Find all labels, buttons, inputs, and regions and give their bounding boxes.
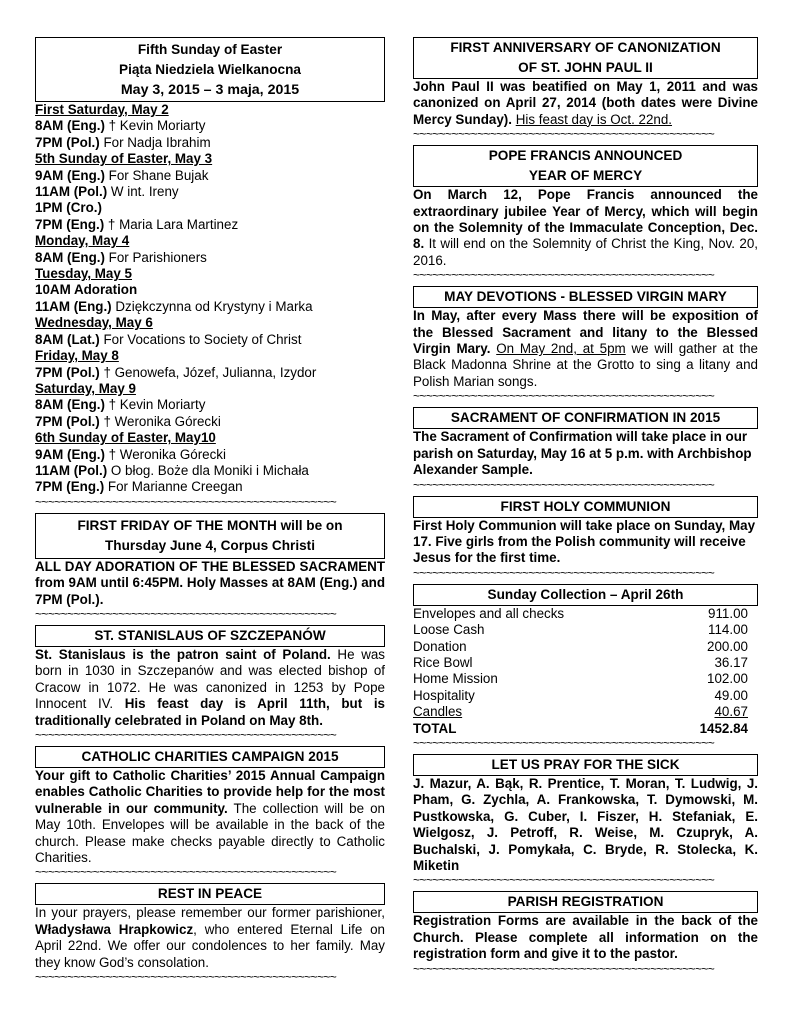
schedule-day-heading: First Saturday, May 2: [35, 102, 169, 117]
collection-label: Rice Bowl: [413, 654, 473, 670]
mass-time: 10AM Adoration: [35, 282, 138, 298]
mass-time: 7PM (Eng.): [35, 479, 105, 495]
first-friday-title-bold: FIRST FRIDAY OF THE MONTH: [77, 517, 277, 533]
collection-row: [413, 688, 758, 704]
collection-row: [413, 671, 758, 687]
mass-time: 7PM (Pol.): [35, 364, 100, 380]
mass-time: 11AM (Pol.): [35, 184, 108, 200]
devotions-body: In May, after every Mass there will be exposition of the Blessed Sacrament and litany to the Blessed Virgin Mary. On May 2nd, at 5pm we will gather at the Black Madonna Shrine at the Grotto to sing a litany and Polish Marian songs.: [413, 308, 758, 389]
divider: ~~~~~~~~~~~~~~~~~~~~~~~~~~~~~~~~~~~~~~~~~~~~~~~: [413, 566, 715, 579]
mass-time: 1PM (Cro.): [35, 200, 102, 216]
mass-time: 8AM (Eng.): [35, 397, 105, 413]
charities-body: Your gift to Catholic Charities’ 2015 Annual Campaign enables Catholic Charities to provide help for the most vulnerable in our community. The collection will be on May 10th. Envelopes will be available in the back of the church. Please make checks payable directly to Catholic Charities.: [35, 768, 385, 866]
mass-time: 9AM (Eng.): [35, 446, 105, 462]
mass-intention: † Weronika Górecki: [104, 446, 226, 462]
collection-label: Candles: [413, 704, 463, 720]
collection-total-amount: 1452.84: [699, 720, 748, 736]
collection-label: Hospitality: [413, 687, 475, 703]
divider: ~~~~~~~~~~~~~~~~~~~~~~~~~~~~~~~~~~~~~~~~~~~~~~~: [413, 128, 715, 141]
first-friday-title-rest: will be on: [276, 517, 343, 533]
first-friday-title-date: Thursday June 4, Corpus Christi: [105, 537, 315, 553]
sick-title: LET US PRAY FOR THE SICK: [413, 754, 758, 776]
collection-amount: 911.00: [708, 605, 748, 621]
schedule-mass-line: [35, 463, 385, 479]
schedule-mass-line: [35, 200, 385, 216]
mass-intention: † Kevin Moriarty: [104, 118, 206, 134]
mass-intention: † Genowefa, Józef, Julianna, Izydor: [99, 364, 317, 380]
collection-label: Envelopes and all checks: [413, 605, 565, 621]
mass-time: 7PM (Eng.): [35, 216, 105, 232]
confirmation-title: SACRAMENT OF CONFIRMATION IN 2015: [413, 407, 758, 429]
schedule-mass-line: [35, 184, 385, 200]
collection-amount: 200.00: [707, 638, 748, 654]
collection-amount: 36.17: [714, 654, 748, 670]
sick-list: J. Mazur, A. Bąk, R. Prentice, T. Moran, T. Ludwig, J. Pham, G. Zychla, A. Frankowska, T. Dymowski, M. Pustkowska, G. Cuber, I. Fiszer, H. Stefaniak, E. Wielgosz, J. Petroff, R. Weise, M. Czupryk, A. Buchalski, J. Pomykała, C. Bryde, R. Stolecka, K. Miketin: [413, 775, 758, 873]
collection-total-label: TOTAL: [413, 720, 457, 736]
mass-intention: † Weronika Górecki: [99, 413, 221, 429]
mass-intention: For Marianne Creegan: [104, 479, 243, 495]
mass-time: 8AM (Lat.): [35, 331, 100, 347]
schedule-mass-line: [35, 447, 385, 463]
devotions-title: MAY DEVOTIONS - BLESSED VIRGIN MARY: [413, 286, 758, 308]
mass-intention: For Nadja Ibrahim: [99, 134, 211, 150]
mass-intention: For Shane Bujak: [104, 167, 209, 183]
divider: ~~~~~~~~~~~~~~~~~~~~~~~~~~~~~~~~~~~~~~~~~~~~~~~: [35, 729, 337, 741]
first-friday-title: [35, 513, 385, 559]
divider: ~~~~~~~~~~~~~~~~~~~~~~~~~~~~~~~~~~~~~~~~~~~~~~~: [413, 478, 715, 491]
collection-label: Donation: [413, 638, 467, 654]
communion-title: FIRST HOLY COMMUNION: [413, 496, 758, 518]
collection-amount: 49.00: [714, 687, 748, 703]
schedule-mass-line: [35, 282, 385, 298]
divider: ~~~~~~~~~~~~~~~~~~~~~~~~~~~~~~~~~~~~~~~~~~~~~~~: [413, 962, 715, 975]
collection-total-row: [413, 721, 758, 737]
divider: ~~~~~~~~~~~~~~~~~~~~~~~~~~~~~~~~~~~~~~~~~~~~~~~: [413, 269, 715, 282]
schedule-day-heading: Wednesday, May 6: [35, 315, 153, 331]
mass-intention: † Maria Lara Martinez: [104, 216, 239, 232]
schedule-mass-line: [35, 135, 385, 151]
mass-intention: For Parishioners: [104, 249, 207, 265]
divider: ~~~~~~~~~~~~~~~~~~~~~~~~~~~~~~~~~~~~~~~~~~~~~~~: [35, 495, 337, 508]
header-date: May 3, 2015 – 3 maja, 2015: [120, 82, 300, 98]
collection-label: Home Mission: [413, 671, 498, 687]
schedule-mass-line: [35, 397, 385, 413]
mercy-body: On March 12, Pope Francis announced the extraordinary jubilee Year of Mercy, which will begin on the Solemnity of the Immaculate Conception, Dec. 8. It will end on the Solemnity of Christ the King, Nov. 20, 2016.: [413, 187, 758, 268]
mass-time: 11AM (Eng.): [35, 298, 112, 314]
right-column: [413, 37, 758, 975]
mass-time: 8AM (Eng.): [35, 118, 105, 134]
mass-intention: † Kevin Moriarty: [104, 397, 206, 413]
registration-body: Registration Forms are available in the back of the Church. Please complete all information on the registration form and give it to the pastor.: [413, 913, 758, 962]
collection-row: [413, 606, 758, 622]
canonization-body: John Paul II was beatified on May 1, 2011 and was canonized on April 27, 2014 (both dates were Divine Mercy Sunday). His feast day is Oct. 22nd.: [413, 79, 758, 127]
mercy-title-line2: YEAR OF MERCY: [528, 168, 643, 184]
registration-title: PARISH REGISTRATION: [413, 891, 758, 913]
header-title-polish: Piąta Niedziela Wielkanocna: [119, 62, 301, 77]
divider: ~~~~~~~~~~~~~~~~~~~~~~~~~~~~~~~~~~~~~~~~~~~~~~~: [35, 866, 337, 879]
schedule-mass-line: [35, 168, 385, 184]
schedule-mass-line: [35, 332, 385, 348]
confirmation-body: The Sacrament of Confirmation will take place in our parish on Saturday, May 16 at 5 p.m. with Archbishop Alexander Sample.: [413, 429, 752, 478]
collection-row: [413, 655, 758, 671]
divider: ~~~~~~~~~~~~~~~~~~~~~~~~~~~~~~~~~~~~~~~~~~~~~~~: [35, 607, 337, 620]
canonization-title-line1: FIRST ANNIVERSARY OF CANONIZATION: [450, 40, 721, 55]
schedule-mass-line: [35, 479, 385, 495]
mass-time: 9AM (Eng.): [35, 167, 105, 183]
stanislaus-body: St. Stanislaus is the patron saint of Poland. He was born in 1030 in Szczepanów and was elected bishop of Cracow in 1072. He was canonized in 1253 by Pope Innocent IV. His feast day is April 11th, but is traditionally celebrated in Poland on May 8th.: [35, 646, 386, 728]
schedule-mass-line: [35, 250, 385, 266]
rest-in-peace-title: REST IN PEACE: [35, 883, 385, 905]
rest-in-peace-body: In your prayers, please remember our former parishioner, Władysława Hrapkowicz, who entered Eternal Life on April 22nd. We offer our condolences to her family. May they know God’s consolation.: [35, 905, 385, 970]
mass-intention: For Vocations to Society of Christ: [99, 331, 302, 347]
collection-amount: 114.00: [708, 622, 748, 638]
mass-intention: Dziękczynna od Krystyny i Marka: [111, 298, 313, 314]
schedule-day-heading: Saturday, May 9: [35, 380, 136, 396]
mass-schedule-header: [35, 37, 385, 102]
left-column: [35, 37, 385, 983]
divider: ~~~~~~~~~~~~~~~~~~~~~~~~~~~~~~~~~~~~~~~~~~~~~~~: [413, 874, 715, 887]
mercy-title: [413, 145, 758, 187]
mass-time: 7PM (Pol.): [35, 134, 100, 150]
schedule-day-heading: Friday, May 8: [35, 348, 119, 364]
divider: ~~~~~~~~~~~~~~~~~~~~~~~~~~~~~~~~~~~~~~~~~~~~~~~: [413, 736, 715, 749]
schedule-mass-line: [35, 217, 385, 233]
stanislaus-title: ST. STANISLAUS OF SZCZEPANÓW: [35, 625, 385, 647]
mass-time: 8AM (Eng.): [35, 249, 105, 265]
collection-row: [413, 704, 758, 720]
schedule-mass-line: [35, 299, 385, 315]
collection-label: Loose Cash: [413, 622, 485, 638]
collection-row: [413, 622, 758, 638]
mercy-title-line1: POPE FRANCIS ANNOUNCED: [488, 148, 683, 164]
charities-title: CATHOLIC CHARITIES CAMPAIGN 2015: [35, 746, 385, 768]
divider: ~~~~~~~~~~~~~~~~~~~~~~~~~~~~~~~~~~~~~~~~~~~~~~~: [35, 971, 337, 984]
schedule-mass-line: [35, 414, 385, 430]
canonization-title-line2: OF ST. JOHN PAUL II: [518, 60, 653, 75]
mass-schedule: [35, 102, 385, 496]
collection-amount: 102.00: [707, 671, 748, 687]
divider: ~~~~~~~~~~~~~~~~~~~~~~~~~~~~~~~~~~~~~~~~~~~~~~~: [413, 390, 715, 403]
schedule-mass-line: [35, 365, 385, 381]
collection-table: [413, 606, 758, 737]
collection-amount: 40.67: [714, 704, 748, 720]
mass-intention: W int. Ireny: [107, 184, 179, 200]
mass-time: 7PM (Pol.): [35, 413, 100, 429]
header-title-english: Fifth Sunday of Easter: [137, 42, 283, 57]
schedule-day-heading: 5th Sunday of Easter, May 3: [35, 151, 213, 167]
first-friday-body: ALL DAY ADORATION OF THE BLESSED SACRAMENT from 9AM until 6:45PM. Holy Masses at 8AM (Eng.) and 7PM (Pol.).: [35, 558, 385, 607]
schedule-day-heading: Monday, May 4: [35, 233, 130, 249]
collection-row: [413, 639, 758, 655]
communion-body: First Holy Communion will take place on Sunday, May 17. Five girls from the Polish community will receive Jesus for the first time.: [413, 517, 756, 566]
mass-time: 11AM (Pol.): [35, 462, 108, 478]
mass-intention: O błog. Boże dla Moniki i Michała: [107, 462, 309, 478]
schedule-day-heading: 6th Sunday of Easter, May10: [35, 430, 216, 446]
schedule-mass-line: [35, 118, 385, 134]
canonization-title: [413, 37, 758, 79]
collection-title: Sunday Collection – April 26th: [413, 584, 758, 606]
schedule-day-heading: Tuesday, May 5: [35, 266, 132, 282]
